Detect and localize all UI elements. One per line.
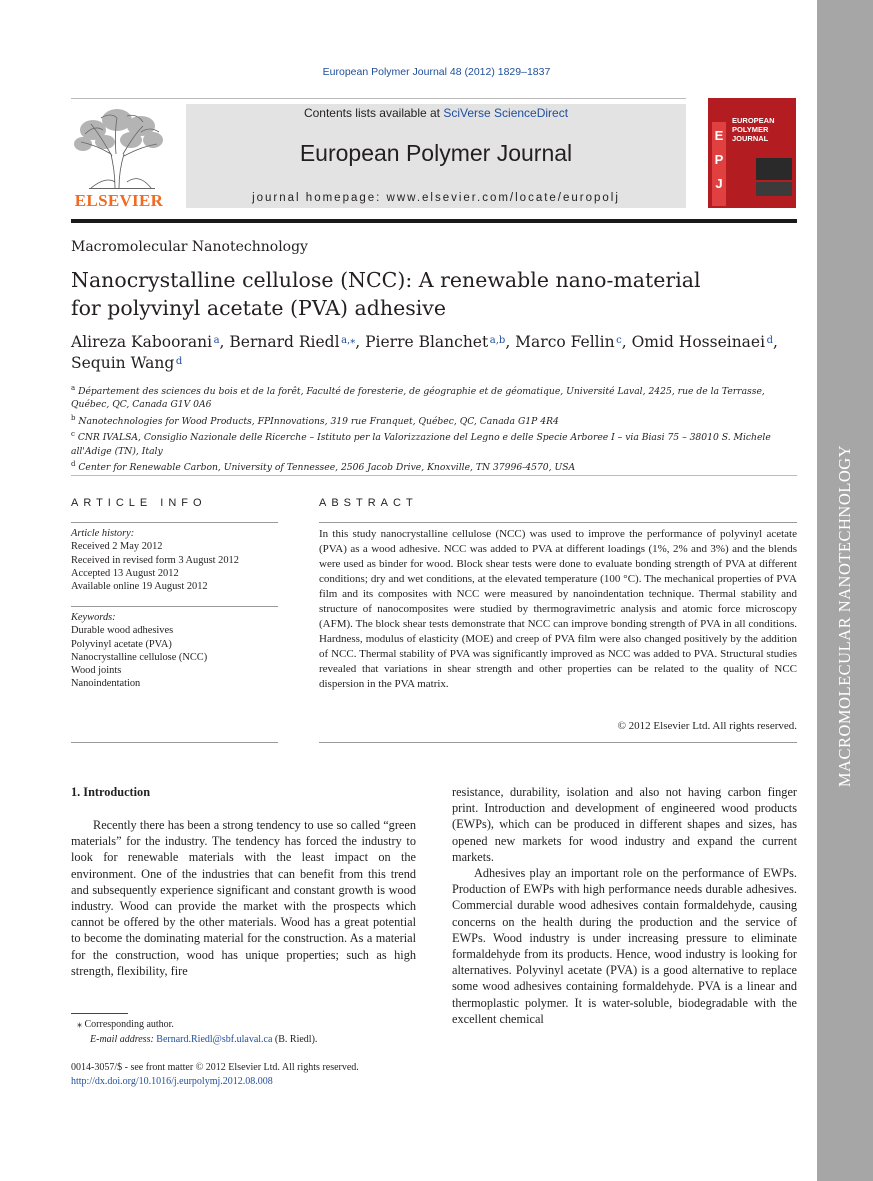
journal-cover[interactable] bbox=[708, 98, 796, 208]
author-name: Pierre Blanchet bbox=[365, 333, 489, 351]
keywords-label: Keywords: bbox=[71, 612, 116, 623]
abstract-heading: ABSTRACT bbox=[319, 497, 418, 509]
history-label: Article history: bbox=[71, 528, 135, 539]
cover-image bbox=[756, 158, 792, 180]
article-info-bottom-rule bbox=[71, 742, 278, 743]
author-affil-ref[interactable]: a,⁎ bbox=[341, 335, 356, 346]
doi-link[interactable]: http://dx.doi.org/10.1016/j.eurpolymj.2012.08.008 bbox=[71, 1076, 273, 1087]
author-affil-ref[interactable]: d bbox=[766, 335, 773, 346]
front-matter bbox=[71, 1061, 471, 1089]
affiliation: $^b$ Nanotechnologies for Wood Products, FPInnovations, 319 rue Franquet, Québec, QC, Canada G1P 4R4 bbox=[71, 413, 559, 427]
affiliations bbox=[71, 382, 801, 475]
author-name: Omid Hosseinaei bbox=[631, 333, 766, 351]
author-affil-ref[interactable]: c bbox=[616, 335, 622, 346]
history-item: Accepted 13 August 2012 bbox=[71, 567, 179, 579]
keywords-rule bbox=[71, 606, 278, 607]
title-line-2: for polyvinyl acetate (PVA) adhesive bbox=[71, 296, 447, 320]
abstract-rule bbox=[319, 522, 797, 523]
author-affil-ref[interactable]: a,b bbox=[489, 335, 506, 346]
cover-image-2 bbox=[756, 182, 792, 196]
journal-homepage[interactable]: journal homepage: www.elsevier.com/locate/europolj bbox=[252, 192, 620, 204]
footnote bbox=[71, 1018, 416, 1047]
cover-letter-p: P bbox=[714, 152, 724, 167]
author-name: Bernard Riedl bbox=[229, 333, 340, 351]
affiliation: $^a$ Département des sciences du bois et de la forêt, Faculté de foresterie, de géographie et de géomatique, Université Laval, 2425, rue de la Terrasse, Québec, QC, Canada G1V 0A6 bbox=[71, 384, 765, 411]
history-item: Received 2 May 2012 bbox=[71, 541, 163, 553]
elsevier-wordmark: ELSEVIER bbox=[74, 191, 164, 210]
elsevier-logo[interactable] bbox=[71, 104, 167, 212]
header-bottom-rule bbox=[71, 219, 797, 223]
author-affil-ref[interactable]: d bbox=[175, 356, 183, 367]
body-column-left bbox=[71, 817, 416, 979]
introduction-heading: 1. Introduction bbox=[71, 785, 151, 799]
cover-letter-e: E bbox=[714, 128, 724, 143]
history-item: Available online 19 August 2012 bbox=[71, 581, 208, 593]
keywords bbox=[71, 611, 278, 691]
front-matter-line: 0014-3057/$ - see front matter © 2012 Elsevier Ltd. All rights reserved. bbox=[71, 1062, 359, 1073]
author-name: Sequin Wang bbox=[71, 354, 175, 372]
cover-title: EUROPEAN POLYMER JOURNAL bbox=[732, 116, 775, 143]
footnote-rule bbox=[71, 1013, 128, 1014]
abstract-copyright: © 2012 Elsevier Ltd. All rights reserved. bbox=[617, 720, 797, 732]
title-line-1: Nanocrystalline cellulose (NCC): A renewable nano-material bbox=[71, 268, 701, 292]
journal-citation[interactable]: European Polymer Journal 48 (2012) 1829–1837 bbox=[322, 66, 551, 78]
keyword-item: Nanocrystalline cellulose (NCC) bbox=[71, 651, 208, 663]
article-info-rule bbox=[71, 522, 278, 523]
author-affil-ref[interactable]: a bbox=[213, 335, 220, 346]
keyword-item: Wood joints bbox=[71, 665, 122, 677]
article-info-heading: ARTICLE INFO bbox=[71, 497, 207, 509]
side-band-label: MACROMOLECULAR NANOTECHNOLOGY bbox=[835, 444, 854, 788]
author-list: Alireza Kaboorani $^a$, Bernard Riedl $^{a,⁎}$, Pierre Blanchet $^{a,b}$, Marco Fellin $^c$, Omid Hosseinaei $^d$, Sequin Wang $^d$ bbox=[71, 333, 778, 372]
affiliation-rule bbox=[71, 475, 797, 476]
paper-title bbox=[71, 266, 771, 322]
contents-line bbox=[186, 106, 686, 120]
body-paragraph: resistance, durability, isolation and also not having carbon finger print. Introduction and development of engineered wood products (EWPs), which can be produced in different shapes and sizes, has opened new markets for wood industry and expand the current markets. bbox=[452, 785, 797, 864]
contents-prefix: Contents lists available at bbox=[303, 106, 444, 120]
history-item: Received in revised form 3 August 2012 bbox=[71, 554, 239, 566]
keyword-item: Polyvinyl acetate (PVA) bbox=[71, 638, 172, 650]
body-paragraph: Adhesives play an important role on the performance of EWPs. Production of EWPs with high performance needs durable adhesives. Commercial durable wood adhesives contain formaldehyde, causing concerns on the health during the production and the service of EWPs. Wood industry is under increasing pressure to eliminate formaldehyde from its products. Hence, wood industry is looking for alternatives. Polyvinyl acetate (PVA) is a good alternative to replace some wood adhesives containing formaldehyde. PVA is a linear and thermoplastic polymer. It is water-soluble, biodegradable with the excellent chemical bbox=[452, 866, 797, 1026]
affiliation: $^c$ CNR IVALSA, Consiglio Nazionale delle Ricerche – Istituto per la Valorizzazione del Legno e delle Specie Arboree I – via Biasi 75 – 38010 S. Michele all'Adige (TN), Italy bbox=[71, 430, 771, 457]
body-column-right bbox=[452, 784, 797, 1027]
body-paragraph: Recently there has been a strong tendency to use so called “green materials” for the industry. The tendency has forced the industry to look for renewable materials with the least impact on the environment. One of the industries that can benefit from this trend and subsequently experience significant and constant growth is wood industry. Wood can provide the market with the prospects which cannot be offered by the other materials. Wood has a great potential to become the dominating material for the construction. As a material for the construction, wood has unique properties; such as high strength, flexibility, fire bbox=[71, 818, 416, 978]
journal-title: European Polymer Journal bbox=[299, 140, 573, 166]
abstract-text: In this study nanocrystalline cellulose (NCC) was used to improve the performance of polyvinyl acetate (PVA) as a wood adhesive. NCC was added to PVA at different loadings (1%, 2% and 3%) and the blends were used as binder for wood. Block shear tests were done to evaluate bonding strength of PVA at different conditions; dry and wet conditions, at the elevated temperature (100 °C). The mechanical properties of PVA film and its composites with NCC were measured by nanoindentation technique. Thermal stability and structure of nanocomposites were studied by thermogravimetric analysis and atomic force microscopy (AFM). The block shear tests demonstrate that NCC can improve bonding strength of PVA in all conditions. Hardness, modulus of elasticity (MOE) and creep of PVA film were also changed positively by the addition of NCC. Thermal stability of PVA was significantly improved as NCC was added to PVA. Structural studies revealed that variations in shear strength and other properties can be related to the quality of NCC dispersion in the PVA matrix. bbox=[319, 528, 797, 690]
affiliation: $^d$ Center for Renewable Carbon, University of Tennessee, 2506 Jacob Drive, Knoxville, TN 37996-4570, USA bbox=[71, 460, 576, 474]
header-top-rule bbox=[71, 98, 686, 99]
author-name: Marco Fellin bbox=[515, 333, 615, 351]
cover-letter-j: J bbox=[715, 176, 723, 191]
keyword-item: Durable wood adhesives bbox=[71, 625, 174, 637]
sciencedirect-link[interactable]: SciVerse ScienceDirect bbox=[443, 106, 569, 120]
email-line: E-mail address: Bernard.Riedl@sbf.ulaval.ca (B. Riedl). bbox=[90, 1033, 318, 1045]
author-name: Alireza Kaboorani bbox=[71, 333, 213, 351]
section-label: Macromolecular Nanotechnology bbox=[71, 239, 308, 255]
keyword-item: Nanoindentation bbox=[71, 678, 141, 690]
article-history bbox=[71, 527, 278, 593]
cover-letters bbox=[712, 124, 726, 196]
corresponding-author-note: ⁎ Corresponding author. bbox=[77, 1019, 174, 1030]
email-link[interactable]: Bernard.Riedl@sbf.ulaval.ca bbox=[156, 1033, 273, 1045]
abstract-bottom-rule bbox=[319, 742, 797, 743]
